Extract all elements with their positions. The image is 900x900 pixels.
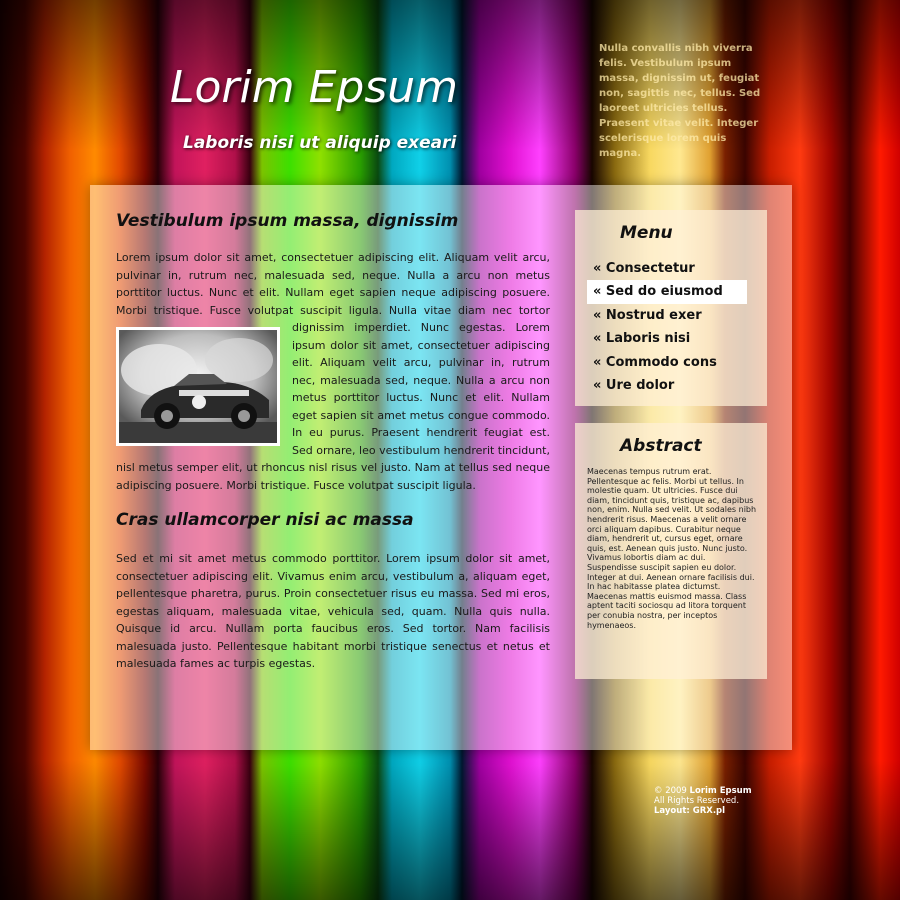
menu-list: [587, 257, 747, 397]
footer-site-name[interactable]: Lorim Epsum: [689, 786, 752, 796]
main-panel: [90, 185, 792, 750]
menu-item-5[interactable]: « Commodo cons: [593, 354, 717, 370]
header-intro-text: Nulla convallis nibh viverra felis. Vestibulum ipsum massa, dignissim ut, feugiat non, sagittis nec, tellus. Sed laoreet ultricies tellus. Praesent vitae velit. Integer scelerisque lorem quis magna.: [599, 43, 761, 159]
article-heading-2: Cras ullamcorper nisi ac massa: [116, 510, 414, 530]
article-heading-1: Vestibulum ipsum massa, dignissim: [116, 211, 459, 231]
menu-box: [575, 210, 767, 406]
abstract-box: [575, 423, 767, 679]
menu-title: Menu: [620, 223, 673, 243]
article-paragraph-1-start: Lorem ipsum dolor sit amet, consectetuer adipiscing elit. Aliquam velit arcu, pulvinar in, rutrum nec, malesuada sed, neque. Nulla a arcu non metus porttitor luctus. Nunc et elit. Nullam eget sapien neque adipiscing posuere. Morbi tristique. Fusce volutpat suscipit ligula. Nulla vitae diam nec tortor dignissim imperdiet. Nunc egestas.: [116, 251, 550, 334]
abstract-title: Abstract: [620, 436, 702, 456]
menu-item-2[interactable]: « Sed do eiusmod: [587, 280, 747, 303]
site-title: Lorim Epsum: [170, 62, 458, 113]
menu-item-1[interactable]: « Consectetur: [593, 261, 695, 276]
main-content: [116, 211, 550, 673]
menu-item-3[interactable]: « Nostrud exer: [593, 307, 702, 323]
footer-layout-credit[interactable]: Layout: GRX.pl: [654, 806, 726, 816]
menu-item-4[interactable]: « Laboris nisi: [593, 331, 691, 347]
article-paragraph-1-text: Lorem ipsum dolor sit amet, consectetuer adipiscing elit. Aliquam velit arcu, pulvinar in, rutrum nec, malesuada sed, neque. Nulla a arcu non metus porttitor luctus. Nunc et elit. Nullam eget sapien sit amet metus congue commodo. In eu purus. Praesent hendrerit feugiat est. Sed ornare, leo vestibulum hendrerit tincidunt, nisl metus semper elit, ut rhoncus nisl risus vel justo. Nam at tellus sed neque adipiscing posuere. Morbi tristique. Fusce volutpat suscipit ligula.: [116, 321, 550, 492]
footer-copyright: © 2009 Lorim Epsum: [654, 786, 752, 796]
abstract-text: Maecenas tempus rutrum erat. Pellentesque ac felis. Morbi ut tellus. In molestie quam. Ut ultricies. Fusce dui diam, tincidunt quis, tristique ac, dapibus non, enim. Nulla sed velit. Ut sodales nibh hendrerit risus. Maecenas a velit ornare orci aliquam dapibus. Curabitur neque diam, hendrerit ut, cursus eget, ornare quis, est. Aenean quis justo. Nunc justo. Vivamus lobortis diam ac dui. Suspendisse suscipit sapien eu dolor. Integer at dui. Aenean ornare facilisis dui. In hac habitasse platea dictumst. Maecenas mattis euismod massa. Class aptent taciti sociosqu ad litora torquent per conubia nostra, per inceptos hymenaeos.: [587, 467, 757, 630]
site-subtitle: Laboris nisi ut aliquip exeari: [183, 133, 457, 153]
menu-item-6[interactable]: « Ure dolor: [593, 377, 675, 393]
footer-rights: All Rights Reserved.: [654, 796, 740, 806]
race-car-photo: [116, 327, 280, 446]
article-paragraph-1: [116, 249, 550, 494]
article-paragraph-2: Sed et mi sit amet metus commodo porttitor. Lorem ipsum dolor sit amet, consectetuer adipiscing elit. Vivamus enim arcu, vestibulum a, aliquam eget, pellentesque pharetra, purus. Proin consectetuer risus eu massa. Sed mi eros, egestas aliquam, malesuada vitae, vehicula sed, quam. Nulla quis nulla. Quisque id arcu. Nullam porta faucibus eros. Sed tortor. Nam facilisis malesuada justo. Pellentesque habitant morbi tristique senectus et netus et malesuada fames ac turpis egestas.: [116, 552, 550, 670]
footer: [654, 786, 752, 816]
